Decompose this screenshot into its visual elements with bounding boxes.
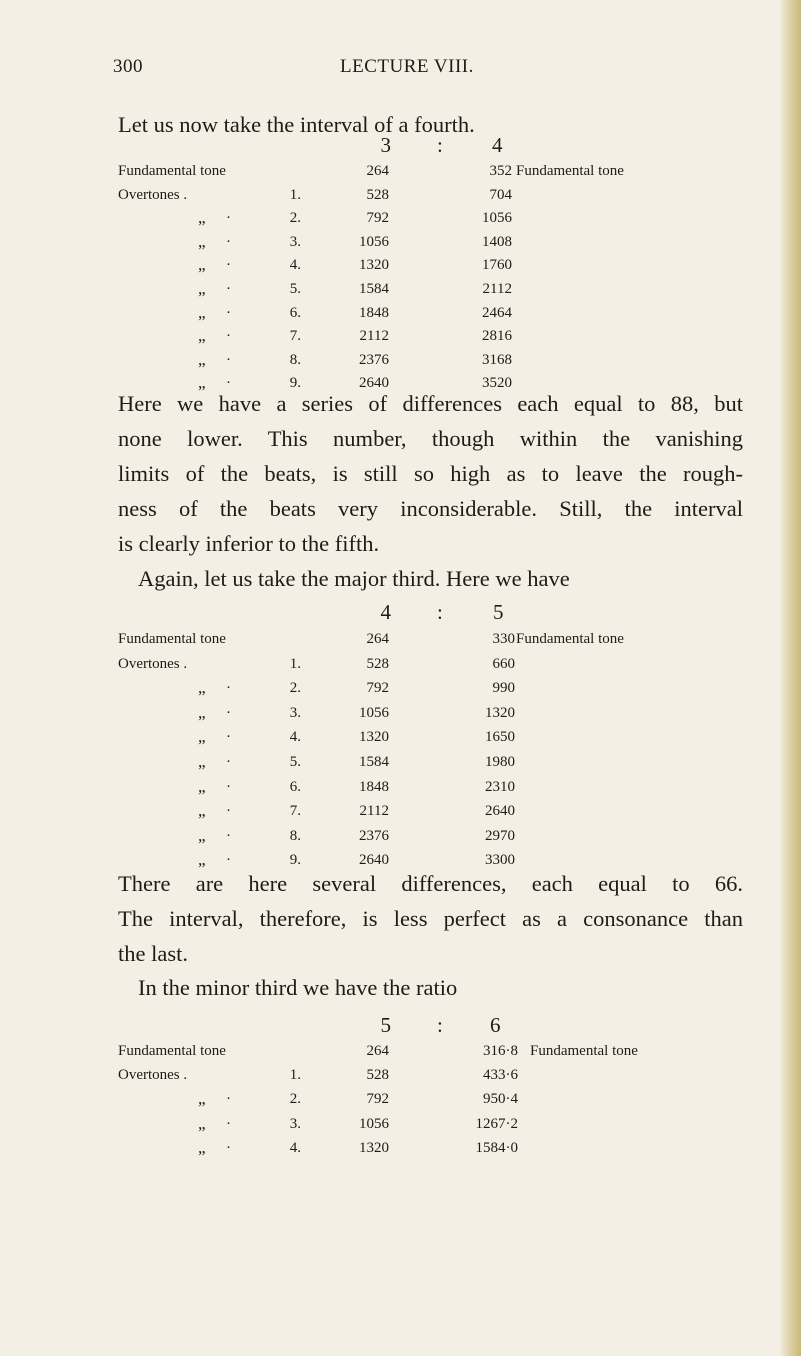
ratio-colon: : [437,133,443,158]
overtone-number: 4. [289,1139,301,1156]
overtone-number: 1. [289,655,301,672]
overtone-right-value: 990 [492,680,515,697]
ratio-right: 6 [490,1012,501,1037]
overtone-left-value: 792 [366,1091,389,1108]
fundamental-left-value: 264 [366,1043,389,1059]
overtone-left-value: 1848 [359,304,389,321]
overtone-left-value: 2112 [359,328,389,345]
leader-dot: · [226,680,231,697]
leader-dot: · [226,304,231,321]
overtone-right-value: 1320 [485,704,515,721]
overtone-left-value: 2640 [359,375,389,392]
running-title: LECTURE VIII. [340,56,474,77]
ratio-left: 4 [380,600,391,625]
overtone-right-value: 1980 [485,754,515,770]
leader-dot: · [226,754,231,770]
overtone-right-value: 950·4 [483,1091,518,1108]
overtone-left-value: 528 [366,1067,389,1084]
overtone-right-value: 660 [492,655,515,672]
overtone-number: 6. [289,304,301,321]
leader-dot: · [226,803,231,820]
overtone-right-value: 2640 [485,803,515,820]
leader-dot: · [226,1115,231,1132]
leader-dot: · [226,729,231,746]
leader-dot: · [226,1091,231,1108]
overtone-left-value: 1056 [359,1115,389,1132]
fundamental-left-value: 264 [366,631,389,647]
overtone-right-value: 1760 [482,257,512,274]
paragraph-major-third-analysis [118,866,743,971]
ditto-mark: „ [198,1137,206,1157]
overtone-number: 2. [289,1091,301,1108]
paragraph-fourth-analysis [118,386,743,561]
leader-dot: · [226,827,231,844]
ditto-mark: „ [198,702,206,722]
overtones-label: Overtones . [118,186,188,203]
overtone-left-value: 792 [366,680,389,697]
overtone-left-value: 528 [366,655,389,672]
overtone-right-value: 2310 [485,778,515,795]
paragraph-minor-third-intro: In the minor third we have the ratio [138,975,458,1000]
overtone-number: 5. [289,281,301,297]
fundamental-left-value: 264 [366,163,389,179]
overtone-left-value: 528 [366,186,389,203]
page-number: 300 [113,56,143,77]
overtone-left-value: 2376 [359,351,389,368]
overtone-right-value: 2816 [482,328,512,345]
overtone-left-value: 1584 [359,281,389,297]
overtone-right-value: 1267·2 [475,1115,518,1132]
running-head [0,56,801,86]
ditto-mark: „ [198,1089,206,1109]
ditto-mark: „ [198,373,206,393]
fundamental-label: Fundamental tone [118,1043,226,1059]
overtone-number: 3. [289,704,301,721]
ditto-mark: „ [198,776,206,796]
overtone-number: 4. [289,257,301,274]
overtone-number: 7. [289,803,301,820]
overtone-left-value: 1584 [359,754,389,770]
ratio-left: 5 [380,1012,391,1037]
paragraph-line: There are here several differences, each equal to 66. [118,871,743,896]
leader-dot: · [226,704,231,721]
paragraph-line: none lower. This number, though within the vanishing [118,426,743,451]
overtone-number: 2. [289,210,301,227]
ditto-mark: „ [198,302,206,322]
ditto-mark: „ [198,349,206,369]
overtone-number: 1. [289,186,301,203]
overtone-number: 9. [289,375,301,392]
ditto-mark: „ [198,208,206,228]
overtone-number: 1. [289,1067,301,1084]
overtone-right-value: 1584·0 [475,1139,518,1156]
overtone-right-value: 3300 [485,852,515,869]
ditto-mark: „ [198,231,206,251]
leader-dot: · [226,852,231,869]
overtone-right-value: 3168 [482,351,512,368]
leader-dot: · [226,778,231,795]
fundamental-right-value: 316·8 [483,1043,518,1059]
overtone-left-value: 1056 [359,233,389,250]
leader-dot: · [226,257,231,274]
overtone-right-value: 704 [489,186,512,203]
overtone-right-value: 3520 [482,375,512,392]
ditto-mark: „ [198,279,206,298]
fundamental-right-label: Fundamental tone [516,631,624,647]
overtone-right-value: 1650 [485,729,515,746]
overtone-left-value: 1320 [359,1139,389,1156]
overtone-left-value: 792 [366,210,389,227]
fundamental-label: Fundamental tone [118,631,226,647]
paragraph-line: Here we have a series of differences each equal to 88, but [118,391,743,416]
ditto-mark: „ [198,727,206,747]
overtone-left-value: 2112 [359,803,389,820]
overtones-label: Overtones . [118,655,188,672]
overtone-right-value: 2112 [482,281,512,297]
fundamental-right-value: 352 [489,163,512,179]
fundamental-right-label: Fundamental tone [530,1043,638,1059]
leader-dot: · [226,351,231,368]
ditto-mark: „ [198,326,206,346]
ditto-mark: „ [198,850,206,870]
ratio-colon: : [437,1012,443,1037]
overtone-right-value: 1056 [482,210,512,227]
paragraph-line: The interval, therefore, is less perfect as a consonance than [118,906,743,931]
leader-dot: · [226,328,231,345]
overtone-number: 6. [289,778,301,795]
ratio-left: 3 [380,133,391,158]
overtone-number: 7. [289,328,301,345]
leader-dot: · [226,375,231,392]
overtones-label: Overtones . [118,1067,188,1084]
leader-dot: · [226,233,231,250]
overtone-number: 5. [289,754,301,770]
overtone-number: 3. [289,233,301,250]
overtone-number: 3. [289,1115,301,1132]
leader-dot: · [226,210,231,227]
ratio-right: 5 [493,600,504,625]
overtone-right-value: 2464 [482,304,512,321]
fundamental-right-label: Fundamental tone [516,163,624,179]
ditto-mark: „ [198,255,206,275]
paragraph-fourth-intro: Let us now take the interval of a fourth. [118,112,475,137]
overtone-right-value: 2970 [485,827,515,844]
overtone-number: 8. [289,827,301,844]
paragraph-line: is clearly inferior to the fifth. [118,531,380,556]
fundamental-label: Fundamental tone [118,163,226,179]
overtone-number: 8. [289,351,301,368]
ditto-mark: „ [198,1113,206,1133]
paragraph-line: ness of the beats very inconsiderable. Still, the interval [118,496,743,521]
ditto-mark: „ [198,752,206,771]
ditto-mark: „ [198,678,206,698]
paragraph-major-third-intro: Again, let us take the major third. Here we have [138,566,570,591]
overtone-number: 2. [289,680,301,697]
overtone-number: 9. [289,852,301,869]
overtone-right-value: 1408 [482,233,512,250]
leader-dot: · [226,1139,231,1156]
ditto-mark: „ [198,801,206,821]
fundamental-right-value: 330 [492,631,515,647]
overtone-left-value: 1320 [359,729,389,746]
paragraph-line: limits of the beats, is still so high as to leave the rough- [118,461,743,486]
overtone-left-value: 1056 [359,704,389,721]
overtone-number: 4. [289,729,301,746]
overtone-left-value: 2376 [359,827,389,844]
ratio-colon: : [437,600,443,625]
paragraph-line: the last. [118,941,188,966]
page-edge-shading [779,0,801,1356]
overtone-left-value: 2640 [359,852,389,869]
ditto-mark: „ [198,825,206,845]
leader-dot: · [226,281,231,297]
overtone-left-value: 1848 [359,778,389,795]
overtone-left-value: 1320 [359,257,389,274]
ratio-right: 4 [492,133,503,158]
overtone-right-value: 433·6 [483,1067,518,1084]
